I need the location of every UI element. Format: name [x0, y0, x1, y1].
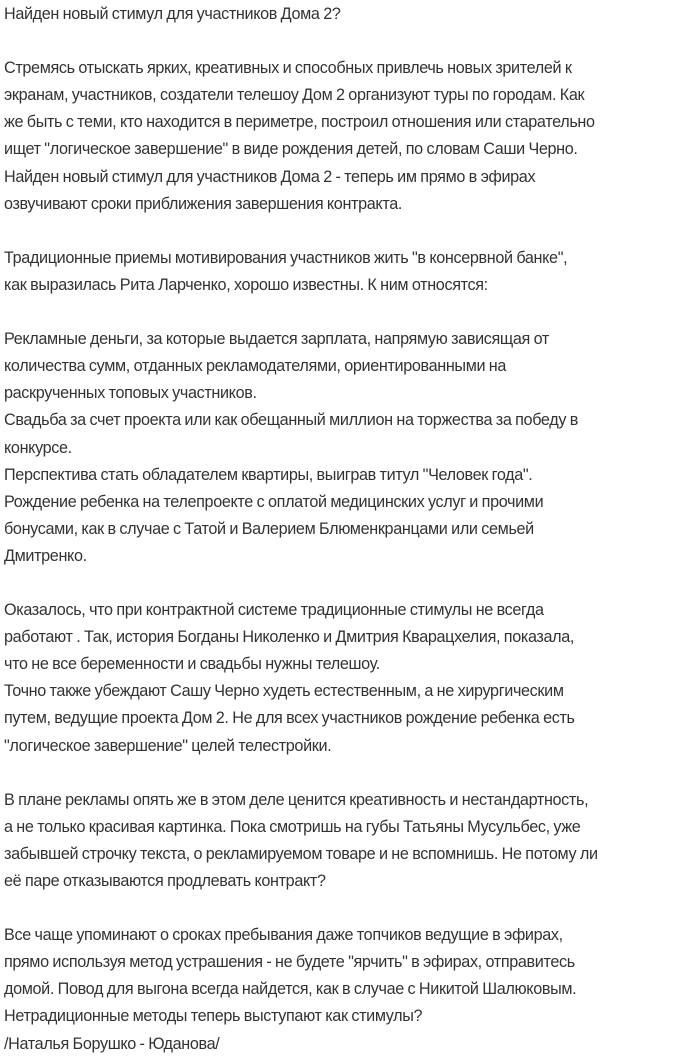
text-line: как выразилась Рита Ларченко, хорошо известны. К ним относятся: — [4, 275, 488, 294]
text-line: конкурсе. — [4, 438, 72, 457]
article-title: Найден новый стимул для участников Дома 2? — [4, 5, 341, 23]
paragraph-gap — [4, 895, 699, 922]
author-signature: /Наталья Борушко - Юданова/ — [4, 1034, 220, 1053]
paragraph-list — [4, 326, 699, 570]
paragraph-gap — [4, 570, 699, 597]
text-line: Рождение ребенка на телепроекте с оплатой медицинских услуг и прочими — [4, 492, 544, 511]
text-line: ищет "логическое завершение" в виде рождения детей, по словам Саши Черно. — [4, 140, 578, 159]
paragraph-traditional — [4, 245, 699, 299]
paragraph-advertising — [4, 787, 699, 895]
text-line: домой. Повод для выгона всегда найдется, как в случае с Никитой Шалюковым. — [4, 980, 577, 999]
text-line: же быть с теми, кто находится в периметре, построил отношения или старательно — [4, 113, 595, 132]
text-line: а не только красивая картинка. Пока смотришь на губы Татьяны Мусульбес, уже — [4, 817, 581, 836]
paragraph-contract — [4, 597, 699, 760]
paragraph-gap — [4, 218, 699, 245]
text-line: Дмитренко. — [4, 546, 87, 565]
text-line: озвучивают сроки приближения завершения контракта. — [4, 194, 403, 213]
text-line: Традиционные приемы мотивирования участников жить "в консервной банке", — [4, 248, 568, 267]
text-line: бонусами, как в случае с Татой и Валерием Блюменкранцами или семьей — [4, 519, 534, 538]
text-line: Свадьба за счет проекта или как обещанный миллион на торжества за победу в — [4, 411, 578, 430]
text-line: Перспектива стать обладателем квартиры, выиграв титул "Человек года". — [4, 465, 533, 484]
text-line: работают . Так, история Богданы Николенко и Дмитрия Кварацхелия, показала, — [4, 628, 575, 647]
paragraph-gap — [4, 28, 699, 55]
text-line: путем, ведущие проекта Дом 2. Не для всех участников рождение ребенка есть — [4, 709, 575, 728]
text-line: экранам, участников, создатели телешоу Дом 2 организуют туры по городам. Как — [4, 86, 585, 105]
paragraph-conclusion — [4, 922, 699, 1057]
paragraph-gap — [4, 760, 699, 787]
text-line: Точно также убеждают Сашу Черно худеть естественным, а не хирургическим — [4, 682, 564, 701]
text-line: забывшей строчку текста, о рекламируемом товаре и не вспомнишь. Не потому ли — [4, 844, 598, 863]
text-line: Оказалось, что при контрактной системе традиционные стимулы не всегда — [4, 601, 544, 620]
text-line: "логическое завершение" целей телестройки. — [4, 736, 332, 755]
text-line: В плане рекламы опять же в этом деле ценится креативность и нестандартность, — [4, 790, 589, 809]
paragraph-intro — [4, 55, 699, 218]
paragraph-gap — [4, 299, 699, 326]
text-line: количества сумм, отданных рекламодателями, ориентированными на — [4, 357, 507, 376]
text-line: что не все беременности и свадьбы нужны телешоу. — [4, 655, 380, 674]
text-line: прямо используя метод устрашения - не будете "ярчить" в эфирах, отправитесь — [4, 953, 575, 972]
text-line: её паре отказываются продлевать контракт? — [4, 872, 326, 890]
text-line: Рекламные деньги, за которые выдается зарплата, напрямую зависящая от — [4, 330, 549, 349]
text-line: Стремясь отыскать ярких, креативных и способных привлечь новых зрителей к — [4, 59, 572, 78]
text-line: Нетрадиционные методы теперь выступают как стимулы? — [4, 1007, 423, 1026]
text-line: Все чаще упоминают о сроках пребывания даже топчиков ведущие в эфирах, — [4, 926, 563, 945]
text-line: раскрученных топовых участников. — [4, 384, 257, 403]
text-line: Найден новый стимул для участников Дома 2 - теперь им прямо в эфирах — [4, 167, 536, 186]
